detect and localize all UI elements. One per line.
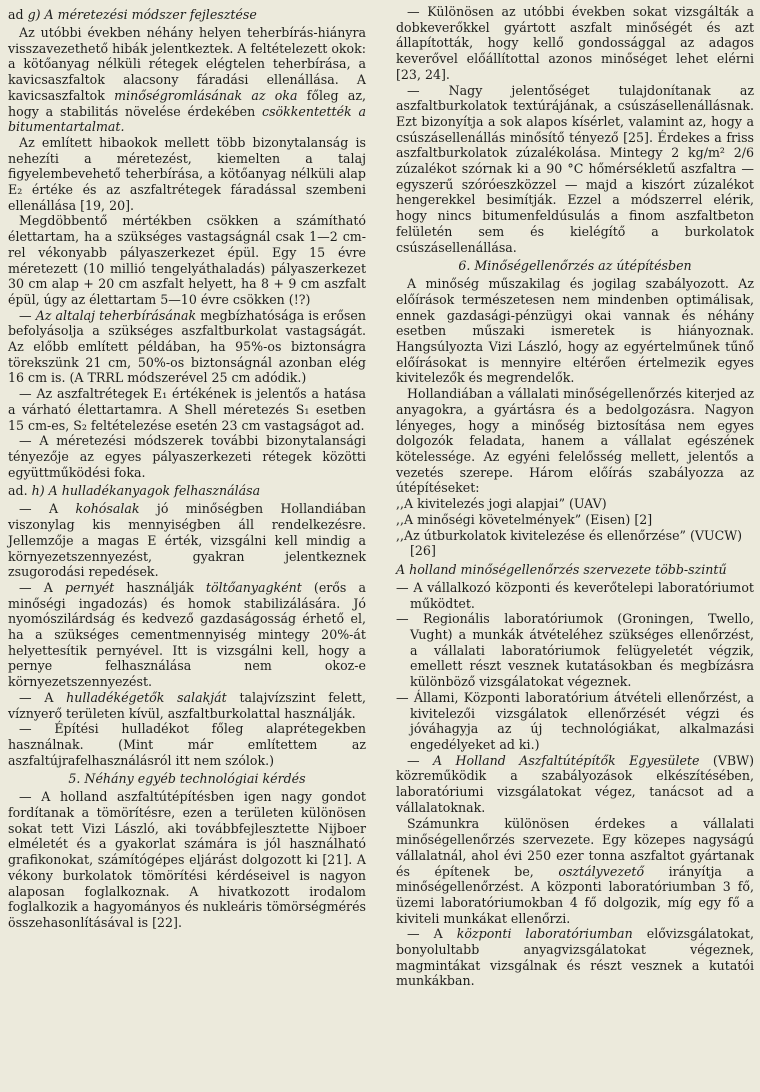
paragraph: — Építési hulladékot főleg alaprétegekben használnak. (Mint már említettem az aszfaltújrafelhasználásról itt nem szólok.) [8,721,366,768]
paragraph: Hollandiában a vállalati minőségellenőrzés kiterjed az anyagokra, a gyártásra és a bedolgozásra. Nagyon lényeges, hogy a minőség biztosítása nem egyes dolgozók feladata, hanem a vállalat egészének kötelessége. Az egyéni felelősség mellett, jelentős a vezetés szerepe. Három előírás szabályozza az útépítéseket: [396,386,754,496]
paragraph: A minőség műszakilag és jogilag szabályozott. Az előírások természetesen nem mindenben optimálisak, ennek gazdasági-pénzügyi okai vannak és néhány esetben műszaki ismeretek is hiányoznak. Hangsúlyozta Vizi László, hogy az egyértelműnek tűnő előírásokat is mennyire eltérően értelmezik egyes kivitelezők és megrendelők. [396,276,754,386]
subsection-heading [396,561,754,578]
heading-prefix: ad. [8,483,32,499]
text-run: főleg az, hogy a stabilitás növelése érdekében [8,87,366,119]
list-item: — A vállalkozó központi és keverőtelepi laboratóriumot működtet. [396,579,754,611]
italic-run: kohósalak [75,501,140,517]
list-item: — Állami, Központi laboratórium átvételi ellenőrzést, a kivitelezői vizsgálatok ellenőrzését végzi és jóváhagyja az új technológiákat, alkalmazási engedélyeket ad ki.) [396,689,754,752]
right-column [396,4,754,989]
italic-run: központi laboratóriumban [456,926,633,942]
text-run: megbízhatósága is erősen befolyásolja a szükséges aszfaltburkolat vastagságát. Az előbb említett példában, ha 95%-os biztonságra törekszünk 21 cm, 50%-os biztonságnál azonban elég 16 cm is. (A TRRL módszerével 25 cm adódik.) [8,307,366,386]
heading-text: h) A hulladékanyagok felhasználása [31,483,261,499]
heading-text: A holland minőségellenőrzés szervezete több-szintű [396,561,727,577]
heading-prefix: ad [8,7,28,22]
paragraph: — Különösen az utóbbi években sokat vizsgálták a dobkeverőkkel gyártott aszfalt minőségét és azt állapították, hogy kellő gondossággal az adagos keverővel előállítottal azonos minőséget lehet elérni [23, 24]. [396,4,754,82]
text-run: Az utóbbi években néhány helyen teherbírás-hiányra visszavezethető hibák jelentkeztek. A feltételezett okok: a kötőanyag nélküli rétegek elégtelen teherbírása, a kavicsaszfaltok alacsony fáradási ellenállása. A kavicsaszfaltok [8,25,366,103]
text-run: irányítja a minőségellenőrzést. A központi laboratóriumban 3 fő, üzemi laboratóriumokban 4 fő dolgozik, míg egy fő a kiviteli munkákat ellenőrzi. [396,863,754,926]
paragraph: Megdöbbentő mértékben csökken a számítható élettartam, ha a szükséges vastagságnál csak 1—2 cm-rel vékonyabb pályaszerkezet épül. Egy 15 évre méretezett (10 millió tengelyáthaladás) pályaszerkezet 30 cm alap + 20 cm aszfalt helyett, ha 8 + 9 cm aszfalt épül, úgy az élettartam 5—10 évre csökken (!?) [8,213,366,307]
text-run: használják [114,579,206,595]
text-run: (erős a minőségi ingadozás) és homok stabilizálására. Jó nyomószilárdság és kedvező gazdaságosság érhető el, ha a szükséges cementmennyiség mintegy 20%-át helyettesítik pernyével. Itt is vizsgálni kell, hogy a pernye felhasználása nem okoz-e környezetszennyezést. [8,579,366,690]
list-item: — Regionális laboratóriumok (Groningen, Twello, Vught) a munkák átvételéhez szükséges ellenőrzést, a vállalati laboratóriumok felügyeletét végzik, emellett részt vesznek kutatásokban és megbízásra különböző vizsgálatokat végeznek. [396,611,754,690]
section-heading-5 [8,770,366,787]
heading-text: 6. Minőségellenőrzés az útépítésben [458,258,692,274]
italic-run: osztályvezető [558,863,645,879]
text-run: — A [19,501,76,517]
text-run: jó minőségben Hollandiában viszonylag kis mennyiségben áll rendelkezésre. Jellemzője a magas E érték, vizsgálni kell mindig a környezetszennyezést, gyakran jelentkeznek zsugorodási repedések. [8,501,366,580]
paragraph: — A holland aszfaltútépítésben igen nagy gondot fordítanak a tömörítésre, ezen a területen különösen sokat tett Vizi László, aki továbbfejlesztette Nijboer elméletét és a gyakorlat számára is jól használható grafikonokat, számítógépes eljárást dolgozott ki [21]. A vékony burkolatok tömörítési kérdéseivel is nagyon alaposan foglalkoznak. A hivatkozott irodalom foglalkozik a hagyományos és nukleáris tömörségmérés összehasonlításával is [22]. [8,789,366,930]
paragraph: — Nagy jelentőséget tulajdonítanak az aszfaltburkolatok textúrájának, a csúszásellenállásnak. Ezt bizonyítja a sok alapos kísérlet, valamint az, hogy a csúszásellenállás minősítő tényező [25]. Érdekes a friss aszfaltburkolatok zúzalékolása. Mintegy 2 kg/m² 2/6 zúzalékot szórnak ki a 90 °C hőmérsékletű aszfaltra — egyszerű szóróeszközzel — majd a kiszórt zúzalékot hengerekkel besimítják. Ezzel a módszerrel elérik, hogy nincs bitumenfeldúsulás a finom aszfaltbeton felületén sem és kielégítő a burkolatok csúszásellenállása. [396,82,754,255]
paragraph: Az említett hibaokok mellett több bizonytalanság is nehezíti a méretezést, kiemelten a talaj figyelembevehető teherbírása, a kötőanyag nélküli alap E₂ értéke és az aszfaltrétegek fáradással szembeni ellenállása [19, 20]. [8,134,366,213]
text-run: — A [19,689,67,705]
text-run: Számunkra különösen érdekes a vállalati minőségellenőrzés szervezete. Egy közepes nagyságú vállalatnál, ahol évi 250 ezer tonna aszfaltot gyártanak és építenek be, [396,816,754,879]
italic-run: hulladékégetők salakját [66,689,227,705]
italic-run: A Holland Aszfaltútépítők Egyesülete [433,752,700,768]
text-run: — A [407,926,457,942]
italic-run: minőségromlásának az oka [114,87,298,103]
paragraph [8,501,366,580]
text-run: (VBW) közreműködik a szabályozások elkészítésében, laboratóriumi vizsgálatokat végez, tanácsot ad a vállalatoknak. [396,752,754,815]
italic-run: töltőanyagként [205,579,302,595]
list-item: ,,A kivitelezés jogi alapjai” (UAV) [396,496,607,512]
section-heading-h [8,482,366,499]
section-heading-6 [396,257,754,274]
italic-run: Az altalaj teherbírásának [35,307,197,323]
text-run: — A [19,579,65,595]
left-column [8,4,366,931]
heading-text: 5. Néhány egyéb technológiai kérdés [68,771,306,787]
paragraph [8,25,366,135]
paragraph [396,926,754,989]
paragraph: — A méretezési módszerek további bizonytalansági tényezője az egyes pályaszerkezeti rétegek közötti együttműködési foka. [8,433,366,480]
regulation-list [396,496,754,559]
text-run: elővizsgálatokat, bonyolultabb anyagvizsgálatokat végeznek, magmintákat vizsgálnak és részt vesznek a kutatói munkákban. [396,926,754,989]
list-item: ,,Az útburkolatok kivitelezése és ellenőrzése” (VUCW) [26] [396,527,743,559]
heading-text: g) A méretezési módszer fejlesztése [27,7,257,22]
italic-run: csökkentették a bitumentartalmat. [8,103,366,135]
text-run: — [19,307,36,323]
list-item: ,,A minőségi követelmények” (Eisen) [2] [396,511,653,527]
paragraph [8,580,366,690]
paragraph [8,308,366,387]
italic-run: pernyét [64,579,115,595]
paragraph [8,690,366,721]
paragraph [396,816,754,926]
text-run: — [407,752,434,768]
text-run: talajvízszint felett, víznyerő területen kívül, aszfaltburkolattal használják. [8,689,366,721]
paragraph: — Az aszfaltrétegek E₁ értékének is jelentős a hatása a várható élettartamra. A Shell méretezés S₁ esetben 15 cm-es, S₂ feltételezése esetén 23 cm vastagságot ad. [8,386,366,433]
paragraph [396,753,754,816]
section-heading-g [8,6,366,23]
